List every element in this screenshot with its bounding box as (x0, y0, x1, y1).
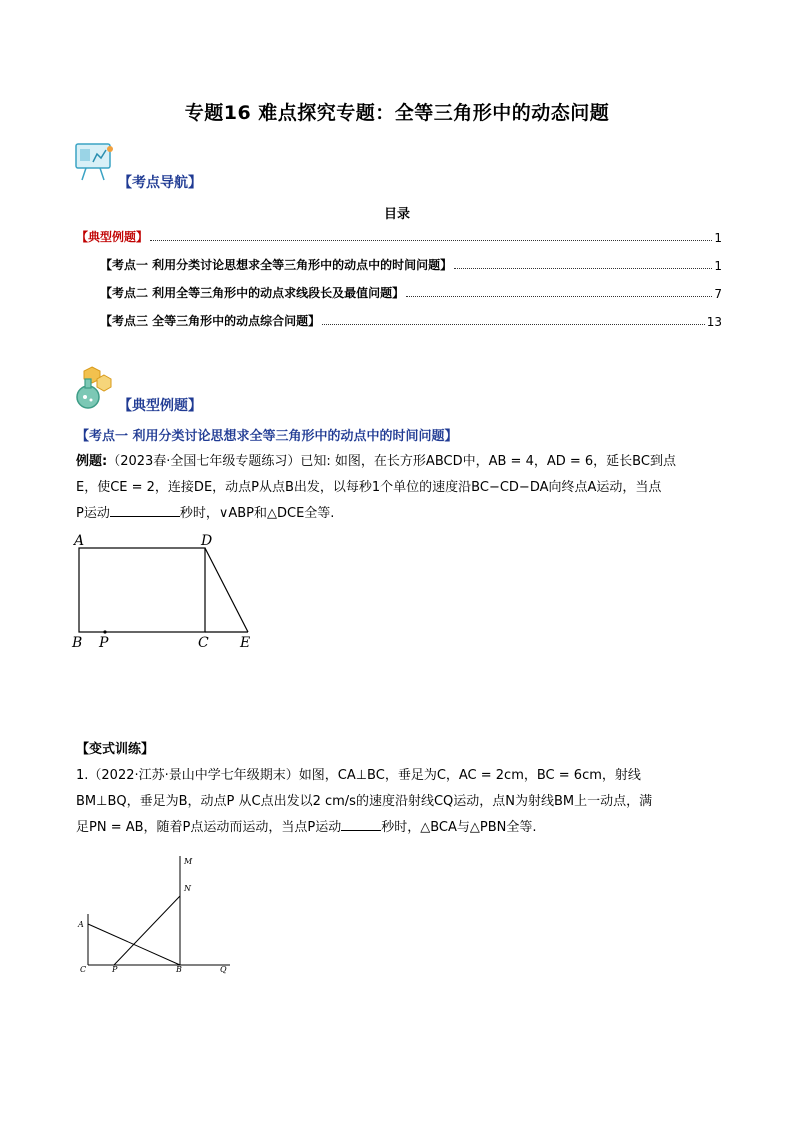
example-line: 秒时，∨ABP和△DCE全等. (179, 506, 335, 521)
answer-blank[interactable] (110, 502, 180, 517)
toc-item[interactable] (100, 283, 722, 301)
example-line: E，使CE = 2，连接DE，动点P从点B出发，以每秒1个单位的速度沿BC−CD−DA向终点A运动，当点 (76, 480, 662, 495)
toc-leader (150, 240, 712, 241)
figure-label-b: B (176, 965, 182, 974)
ray-figure (72, 850, 242, 978)
point1-heading: 【考点一 利用分类讨论思想求全等三角形中的动点中的时间问题】 (76, 429, 458, 444)
toc-page: 13 (706, 315, 722, 329)
example-line: （2023春·全国七年级专题练习）已知: 如图，在长方形ABCD中，AB = 4，AD = 6，延长BC到点 (107, 454, 676, 469)
variant-problem (76, 763, 746, 841)
variant-line: 1.（2022·江苏·景山中学七年级期末）如图，CA⊥BC，垂足为C，AC = 2cm，BC = 6cm，射线 (76, 768, 641, 783)
toc-leader (322, 324, 705, 325)
figure-label-q: Q (220, 965, 227, 974)
toc-label: 【考点三 全等三角形中的动点综合问题】 (100, 314, 321, 328)
variant-line: 秒时，△BCA与△PBN全等. (381, 820, 537, 835)
figure-label-c: C (198, 635, 209, 651)
variant-heading: 【变式训练】 (76, 742, 155, 757)
toc-label: 【考点二 利用全等三角形中的动点求线段长及最值问题】 (100, 286, 405, 300)
toc-item[interactable] (100, 311, 722, 329)
presentation-board-icon (74, 140, 114, 182)
toc-page: 7 (714, 287, 722, 301)
figure-label-c: C (80, 965, 87, 974)
answer-blank[interactable] (341, 816, 381, 831)
toc-leader (406, 296, 712, 297)
variant-line: 足PN = AB，随着P点运动而运动，当点P运动 (76, 820, 342, 835)
flask-hexagon-icon (72, 365, 114, 409)
toc-title: 目录 (383, 207, 410, 222)
figure-label-e: E (240, 635, 251, 651)
figure-label-p: P (99, 635, 109, 651)
toc-leader (454, 268, 712, 269)
toc-item[interactable] (76, 227, 722, 245)
toc-label: 【考点一 利用分类讨论思想求全等三角形中的动点中的时间问题】 (100, 258, 453, 272)
toc-page: 1 (714, 259, 722, 273)
nav-heading: 【考点导航】 (118, 175, 202, 191)
toc-page: 1 (714, 231, 722, 245)
example-label: 例题: (76, 454, 108, 469)
figure-label-a: A (78, 920, 84, 929)
figure-label-a: A (74, 533, 85, 549)
page-title: 专题16 难点探究专题：全等三角形中的动态问题 (184, 102, 610, 124)
rectangle-figure (68, 530, 268, 655)
toc-item[interactable] (100, 255, 722, 273)
figure-label-p: P (112, 965, 118, 974)
figure-label-d: D (201, 533, 213, 549)
figure-label-m: M (184, 857, 193, 866)
example-line: P运动 (76, 506, 110, 521)
examples-heading: 【典型例题】 (118, 398, 202, 414)
figure-label-n: N (184, 884, 191, 893)
figure-label-b: B (72, 635, 83, 651)
variant-line: BM⊥BQ，垂足为B，动点P 从C点出发以2 cm/s的速度沿射线CQ运动，点N为射线BM上一动点，满 (76, 794, 653, 809)
example-problem (76, 449, 736, 527)
toc-label: 【典型例题】 (76, 230, 149, 244)
